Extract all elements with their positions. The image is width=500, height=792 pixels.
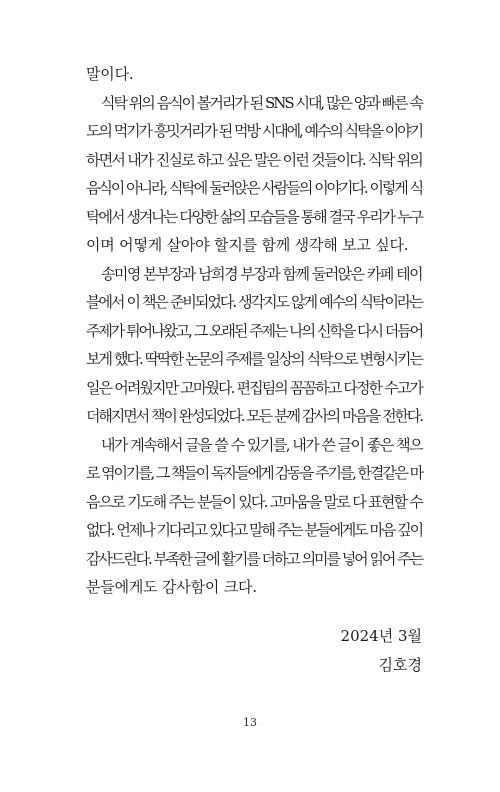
text-line: 로 엮이기를, 그 책들이 독자들에게 감동을 주기를, 한결같은 마 xyxy=(86,464,422,482)
text-line: 하면서 내가 진실로 하고 싶은 말은 이런 것들이다. 식탁 위의 xyxy=(86,150,422,169)
text-line: 말이다. xyxy=(86,65,134,83)
text-line: 이며 어떻게 살아야 할지를 함께 생각해 보고 싶다. xyxy=(86,236,409,254)
text-line: 주제가 튀어나왔고, 그 오래된 주제는 나의 신학을 다시 더듬어 xyxy=(86,321,422,340)
text-line: 분들에게도 감사함이 크다. xyxy=(86,578,257,596)
text-line: 블에서 이 책은 준비되었다. 생각지도 않게 예수의 식탁이라는 xyxy=(86,293,422,311)
text-line: 송미영 본부장과 남희경 부장과 함께 둘러앉은 카페 테이 xyxy=(101,264,422,283)
text-line: 없다. 언제나 기다리고 있다고 말해 주는 분들에게도 마음 깊이 xyxy=(86,521,422,539)
signature-date: 2024년 3월 xyxy=(340,627,422,645)
text-line: 식탁 위의 음식이 볼거리가 된 SNS 시대, 많은 양과 빠른 속 xyxy=(101,93,422,112)
body-text xyxy=(86,60,422,602)
text-line: 감사드린다. 부족한 글에 활기를 더하고 의미를 넣어 읽어 주는 xyxy=(86,549,422,568)
text-line: 음식이 아니라, 식탁에 둘러앉은 사람들의 이야기다. 이렇게 식 xyxy=(86,179,422,197)
text-line: 탁에서 생겨나는 다양한 삶의 모습들을 통해 결국 우리가 누구 xyxy=(86,207,422,226)
text-line: 도의 먹기가 흥밋거리가 된 먹방 시대에, 예수의 식탁을 이야기 xyxy=(86,122,422,140)
text-line: 보게 했다. 딱딱한 논문의 주제를 일상의 식탁으로 변형시키는 xyxy=(86,350,422,368)
text-line: 음으로 기도해 주는 분들이 있다. 고마움을 말로 다 표현할 수 xyxy=(86,492,422,511)
text-line: 일은 어려웠지만 고마웠다. 편집팀의 꼼꼼하고 다정한 수고가 xyxy=(86,378,422,397)
text-line: 더해지면서 책이 완성되었다. 모든 분께 감사의 마음을 전한다. xyxy=(86,407,422,425)
page-number: 13 xyxy=(243,716,257,729)
text-line: 내가 계속해서 글을 쓸 수 있기를, 내가 쓴 글이 좋은 책으 xyxy=(101,435,422,454)
signature-block xyxy=(341,622,422,679)
signature-author: 김호경 xyxy=(378,655,422,674)
